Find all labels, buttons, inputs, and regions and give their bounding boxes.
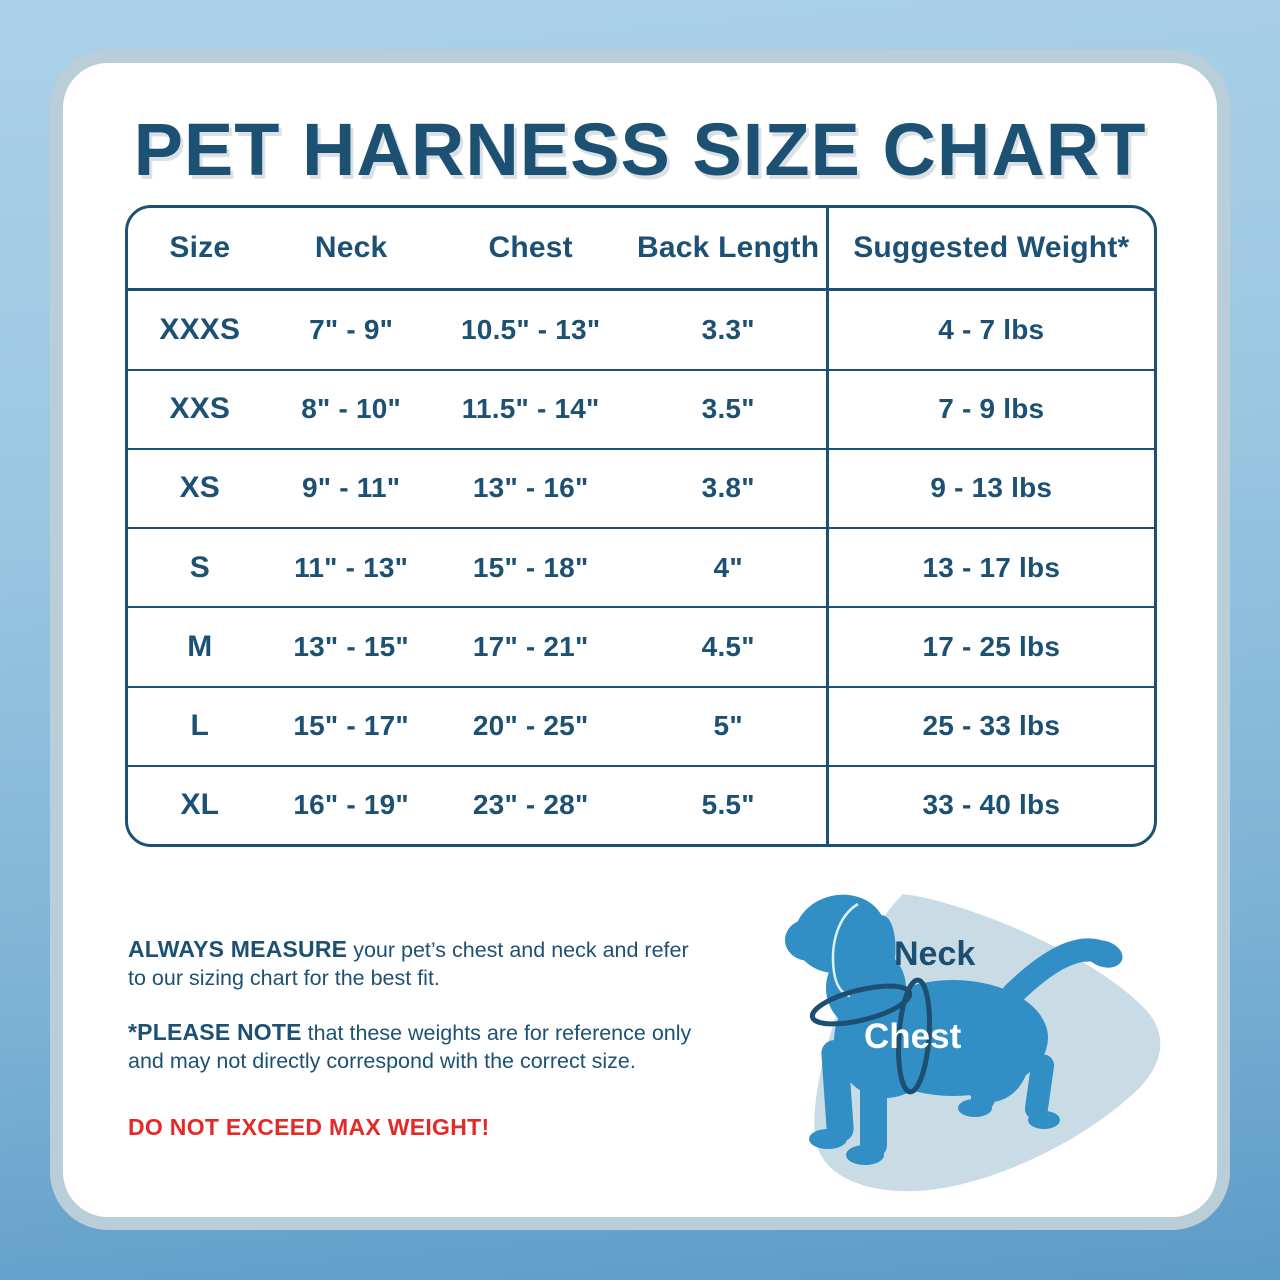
table-row: [128, 369, 1154, 448]
note-always-measure: [128, 935, 768, 992]
cell-size: L: [190, 709, 210, 743]
cell-weight: 13 - 17 lbs: [826, 529, 1154, 606]
dog-measurement-diagram: [778, 878, 1188, 1208]
cell-chest: 17" - 21": [472, 630, 589, 662]
note-always-measure-text1: your pet’s chest and neck and refer: [347, 938, 689, 962]
note-always-measure-text2: to our sizing chart for the best fit.: [128, 966, 440, 990]
cell-chest: 23" - 28": [472, 789, 589, 821]
cell-back-length: 3.5": [701, 393, 755, 425]
neck-label: Neck: [894, 935, 976, 973]
cell-back-length: 5": [713, 710, 743, 742]
table-row: [128, 448, 1154, 527]
cell-size: XXXS: [159, 312, 241, 346]
page-title: PET HARNESS SIZE CHART: [133, 108, 1147, 191]
max-weight-warning: DO NOT EXCEED MAX WEIGHT!: [128, 1114, 490, 1140]
cell-chest: 13" - 16": [472, 472, 589, 504]
cell-neck: 8" - 10": [301, 393, 402, 425]
cell-chest: 20" - 25": [472, 710, 589, 742]
cell-size: XXS: [169, 392, 231, 426]
table-row: [128, 686, 1154, 765]
note-please-note-text1: that these weights are for reference only: [301, 1021, 692, 1045]
cell-size: XL: [180, 788, 220, 822]
cell-neck: 13" - 15": [293, 630, 409, 662]
note-please-note-lead: *PLEASE NOTE: [128, 1019, 302, 1045]
notes-section: [128, 935, 768, 1167]
cell-weight: 4 - 7 lbs: [826, 291, 1154, 368]
cell-neck: 15" - 17": [293, 710, 409, 742]
cell-weight: 7 - 9 lbs: [826, 371, 1154, 448]
cell-weight: 9 - 13 lbs: [826, 450, 1154, 527]
col-header-size: Size: [169, 231, 231, 265]
dog-illustration: [778, 878, 1178, 1198]
card: [50, 50, 1230, 1230]
cell-neck: 9" - 11": [302, 472, 401, 504]
col-header-neck: Neck: [314, 231, 388, 265]
col-header-weight: Suggested Weight*: [826, 208, 1154, 288]
table-header-row: [128, 208, 1154, 291]
cell-chest: 11.5" - 14": [461, 393, 600, 425]
cell-size: XS: [179, 471, 221, 505]
cell-weight: 25 - 33 lbs: [826, 688, 1154, 765]
note-please-note: [128, 1018, 768, 1075]
cell-back-length: 5.5": [701, 789, 755, 821]
table-row: [128, 291, 1154, 368]
col-header-chest: Chest: [488, 231, 573, 265]
col-header-back-length: Back Length: [637, 231, 820, 265]
cell-neck: 16" - 19": [293, 789, 409, 821]
cell-neck: 7" - 9": [309, 313, 394, 345]
cell-chest: 10.5" - 13": [461, 313, 601, 345]
size-table: [125, 205, 1157, 847]
cell-back-length: 4.5": [701, 630, 755, 662]
chest-label: Chest: [864, 1017, 962, 1056]
cell-weight: 33 - 40 lbs: [826, 767, 1154, 844]
cell-neck: 11" - 13": [294, 551, 409, 583]
cell-chest: 15" - 18": [472, 551, 589, 583]
table-row: [128, 765, 1154, 844]
cell-back-length: 4": [713, 551, 743, 583]
note-always-measure-lead: ALWAYS MEASURE: [128, 936, 348, 962]
cell-size: S: [189, 550, 210, 584]
table-row: [128, 527, 1154, 606]
table-row: [128, 606, 1154, 685]
cell-size: M: [187, 629, 213, 663]
cell-back-length: 3.3": [701, 313, 755, 345]
cell-weight: 17 - 25 lbs: [826, 608, 1154, 685]
note-please-note-text2: and may not directly correspond with the correct size.: [128, 1049, 636, 1073]
cell-back-length: 3.8": [701, 472, 755, 504]
